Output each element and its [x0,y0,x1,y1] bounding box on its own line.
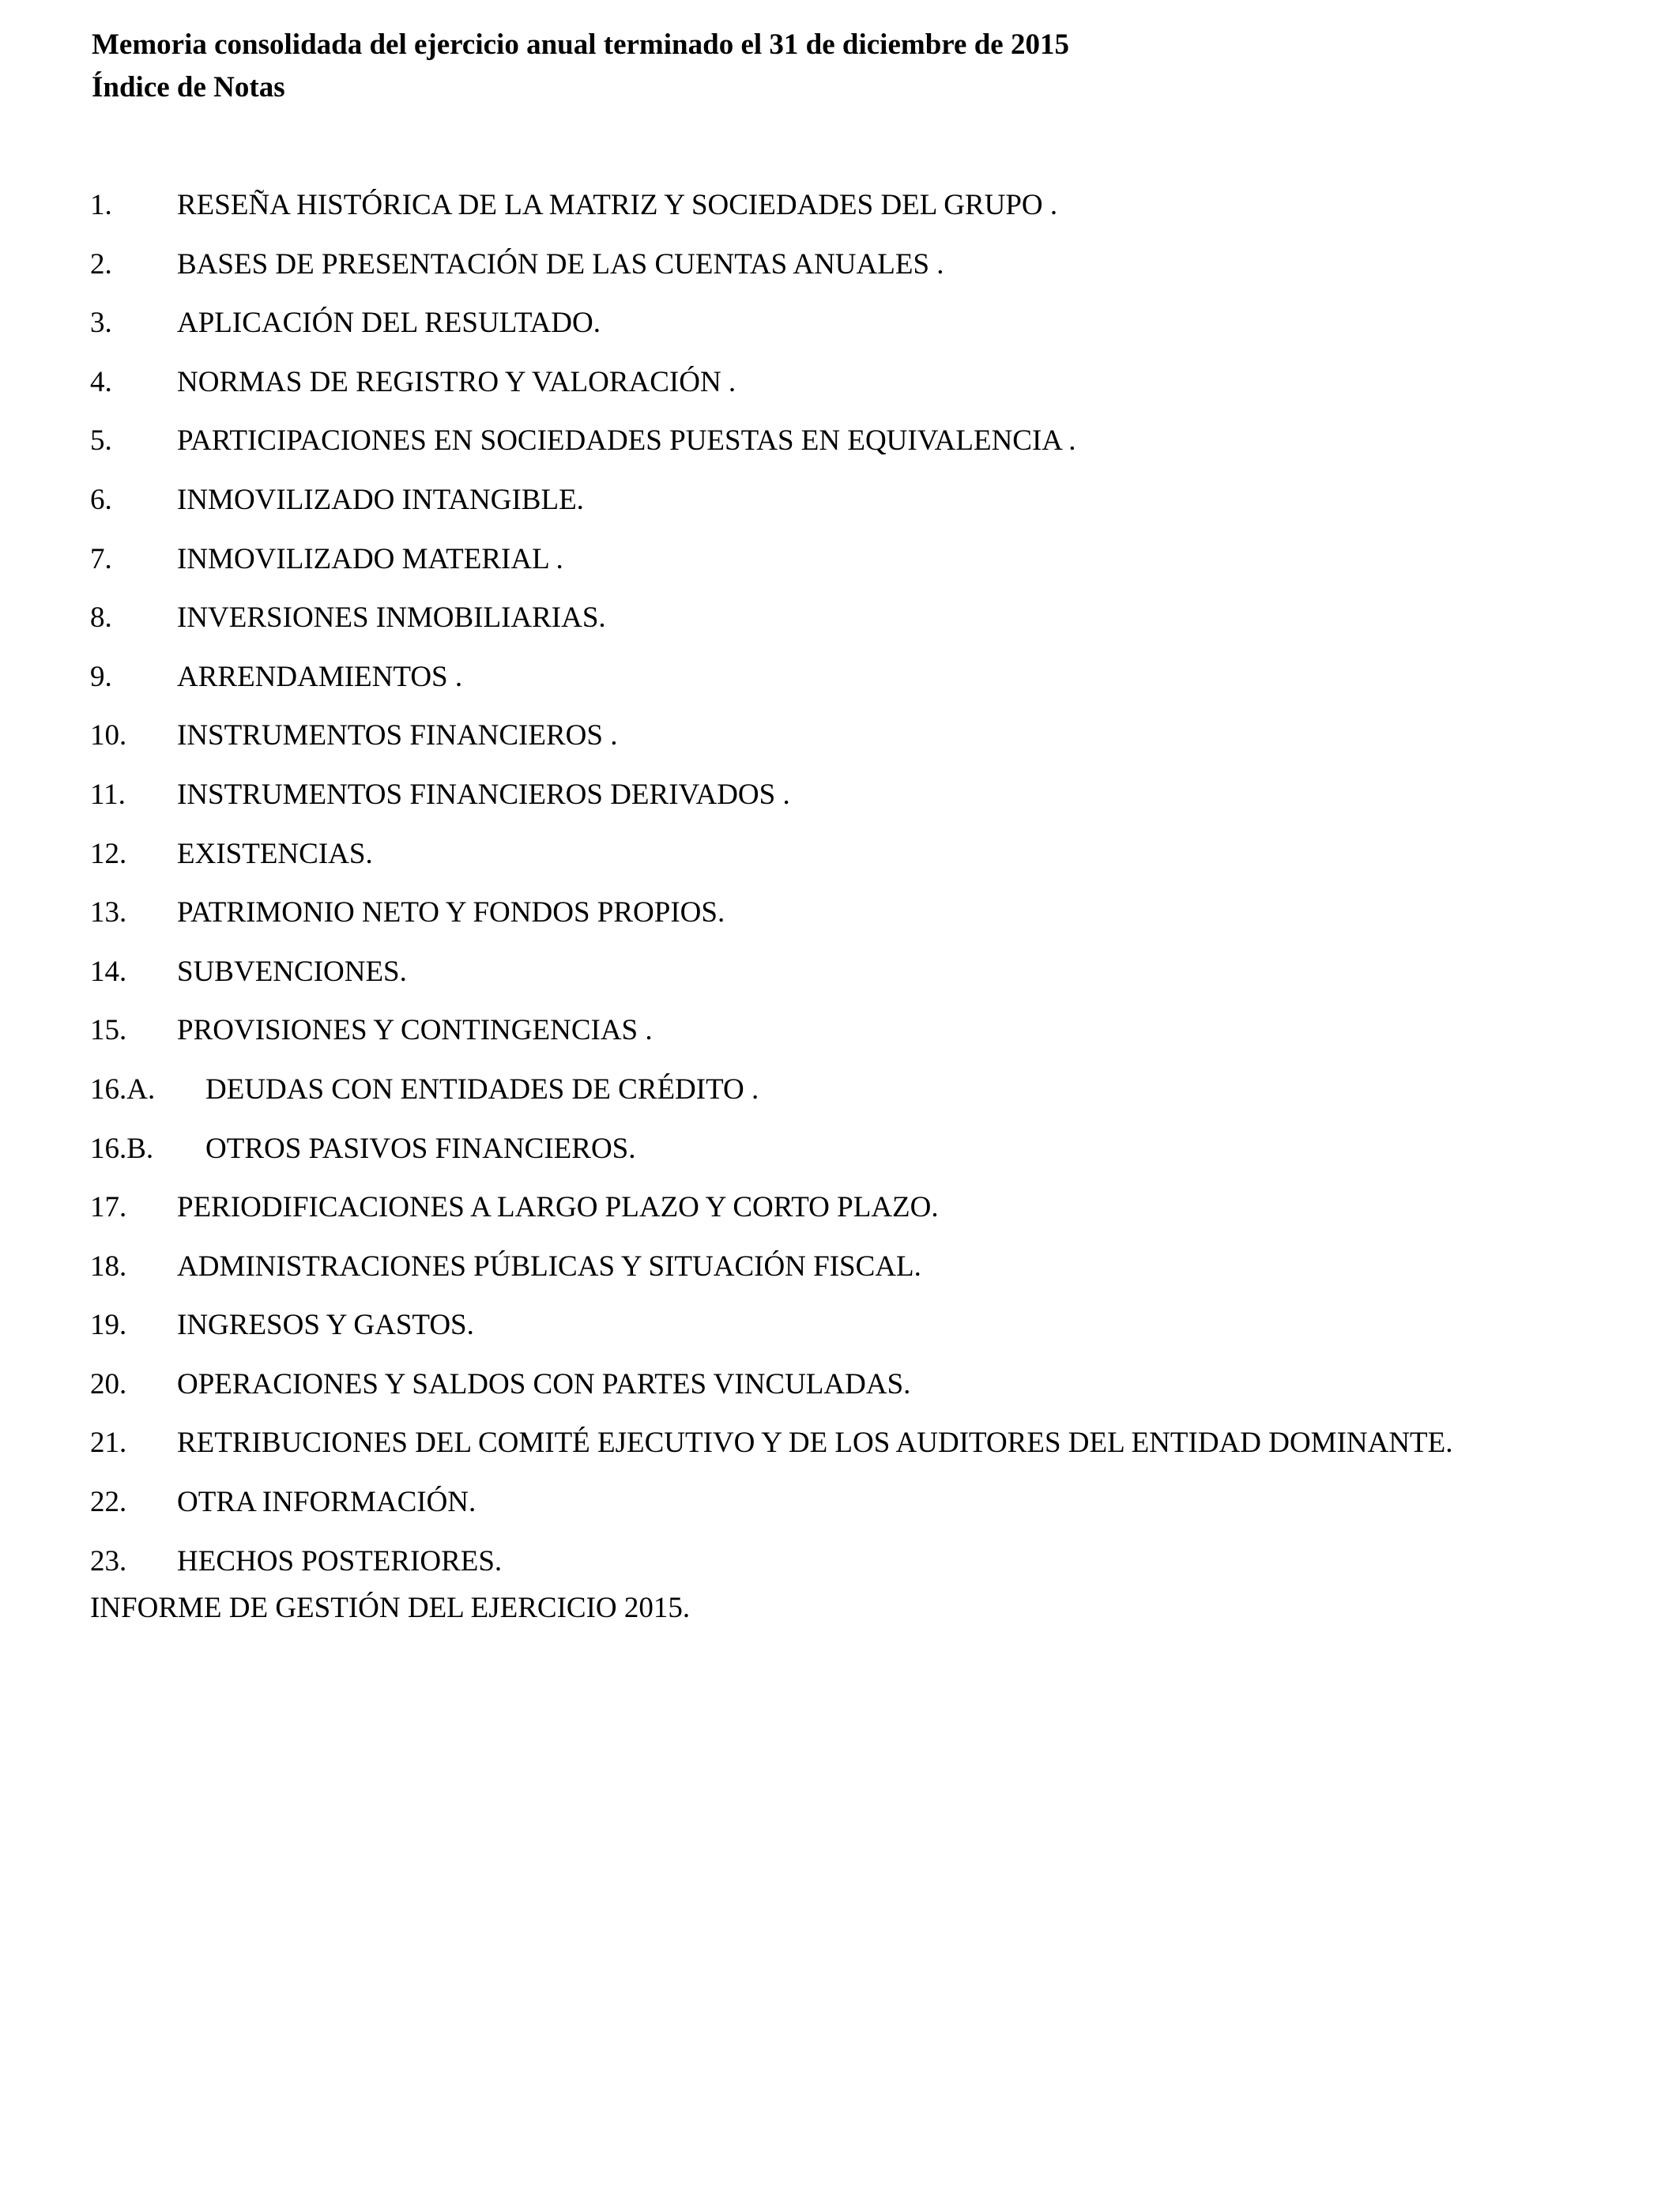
toc-item-title: BASES DE PRESENTACIÓN DE LAS CUENTAS ANUALES . [177,247,944,281]
toc-item [90,183,1655,243]
toc-item-title: OTROS PASIVOS FINANCIEROS. [205,1132,636,1165]
toc-item [90,1127,1655,1186]
toc-item [90,950,1655,1009]
toc-item [90,537,1655,597]
toc-item [90,1186,1655,1245]
toc-item-number: 23. [90,1544,127,1578]
toc-item-number: 17. [90,1191,127,1224]
toc-item-number: 5. [90,424,112,458]
toc-item-number: 12. [90,837,127,870]
toc-item [90,301,1655,360]
toc-item [90,1303,1655,1363]
toc-item [90,714,1655,773]
toc-item-number: 10. [90,719,127,752]
toc-item-number: 3. [90,307,112,340]
document-heading [92,24,1069,109]
toc-item-number: 9. [90,660,112,693]
toc-item [90,1245,1655,1304]
toc-item-title: INVERSIONES INMOBILIARIAS. [177,601,606,635]
toc-item-title: NORMAS DE REGISTRO Y VALORACIÓN . [177,365,736,398]
toc-item [90,773,1655,832]
toc-item [90,1068,1655,1127]
toc-item [90,360,1655,420]
toc-item-title: OPERACIONES Y SALDOS CON PARTES VINCULADAS. [177,1367,911,1400]
toc-item-number: 8. [90,601,112,635]
toc-item [90,596,1655,655]
toc-item-number: 16.B. [90,1132,154,1165]
toc-item-title: DEUDAS CON ENTIDADES DE CRÉDITO . [205,1072,759,1106]
document-subtitle: Índice de Notas [92,71,285,104]
document-title: Memoria consolidada del ejercicio anual terminado el 31 de diciembre de 2015 [92,28,1069,61]
toc-item-title: SUBVENCIONES. [177,955,407,988]
toc-item-number: 20. [90,1367,127,1400]
toc-item-number: 14. [90,955,127,988]
toc-item [90,1421,1655,1480]
toc-item [90,1480,1655,1540]
toc-item [90,1008,1655,1068]
toc-item-title: PROVISIONES Y CONTINGENCIAS . [177,1014,653,1047]
toc-item [90,478,1655,537]
toc-item-number: 2. [90,247,112,281]
toc-item-number: 16.A. [90,1072,156,1106]
toc-item-number: 4. [90,365,112,398]
toc-item-title: PERIODIFICACIONES A LARGO PLAZO Y CORTO PLAZO. [177,1191,939,1224]
toc-item-number: 21. [90,1427,127,1460]
management-report-entry: INFORME DE GESTIÓN DEL EJERCICIO 2015. [90,1592,691,1624]
toc-item-title: INSTRUMENTOS FINANCIEROS . [177,719,618,752]
toc-item-number: 18. [90,1250,127,1283]
toc-item-title: INMOVILIZADO INTANGIBLE. [177,483,584,516]
toc-item-title: INSTRUMENTOS FINANCIEROS DERIVADOS . [177,778,790,811]
toc-item-number: 11. [90,778,126,811]
toc-item [90,891,1655,950]
toc-item-title: PARTICIPACIONES EN SOCIEDADES PUESTAS EN EQUIVALENCIA . [177,424,1076,458]
toc-item [90,243,1655,302]
toc-item-number: 15. [90,1014,127,1047]
toc-item-number: 13. [90,896,127,929]
toc-item-number: 7. [90,542,112,575]
toc-item-number: 1. [90,189,112,221]
toc-item-number: 6. [90,483,112,516]
toc-item-number: 19. [90,1309,127,1342]
toc-item [90,655,1655,714]
toc-item-title: INGRESOS Y GASTOS. [177,1309,474,1342]
toc-item-title: HECHOS POSTERIORES. [177,1544,503,1578]
toc-item [90,419,1655,478]
toc-item [90,832,1655,892]
toc-item-title: EXISTENCIAS. [177,837,373,870]
toc-item-title: RETRIBUCIONES DEL COMITÉ EJECUTIVO Y DE LOS AUDITORES DEL ENTIDAD DOMINANTE. [177,1427,1453,1460]
toc-item-title: RESEÑA HISTÓRICA DE LA MATRIZ Y SOCIEDADES DEL GRUPO . [177,189,1058,221]
toc-item-title: ADMINISTRACIONES PÚBLICAS Y SITUACIÓN FISCAL. [177,1250,921,1283]
toc-item-title: PATRIMONIO NETO Y FONDOS PROPIOS. [177,896,725,929]
toc-item-title: APLICACIÓN DEL RESULTADO. [177,307,601,340]
toc-item-number: 22. [90,1486,127,1519]
toc-item [90,1363,1655,1422]
table-of-contents [90,183,1655,1598]
toc-item-title: INMOVILIZADO MATERIAL . [177,542,563,575]
toc-item-title: OTRA INFORMACIÓN. [177,1486,477,1519]
toc-item-title: ARRENDAMIENTOS . [177,660,463,693]
